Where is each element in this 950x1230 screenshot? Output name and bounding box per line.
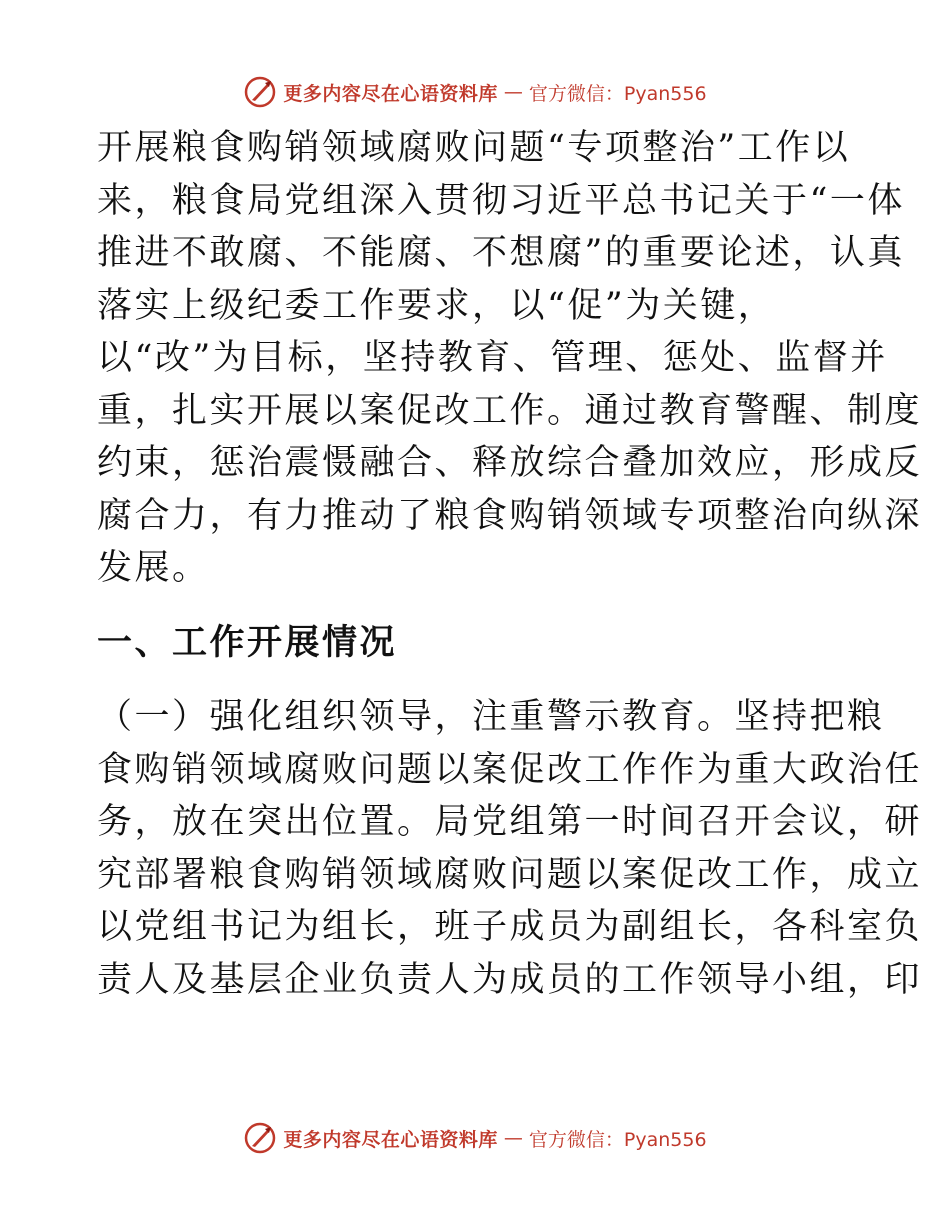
watermark-separator: —: [503, 81, 523, 103]
text-line: （一）强化组织领导，注重警示教育。坚持把粮: [97, 697, 885, 737]
text-line: 落实上级纪委工作要求，以“促”为关键，: [97, 285, 776, 326]
text-line: 来，粮食局党组深入贯彻习近平总书记关于“一体: [97, 180, 905, 221]
text-line: 重，扎实开展以案促改工作。通过教育警醒、制度: [97, 390, 923, 431]
intro-paragraph: [97, 122, 923, 595]
quill-logo-icon: [243, 75, 277, 109]
text-line: 腐合力，有力推动了粮食购销领域专项整治向纵深: [97, 495, 923, 536]
section-paragraph: [97, 691, 923, 1006]
text-line: 务，放在突出位置。局党组第一时间召开会议，研: [97, 802, 923, 842]
document-body: [97, 122, 923, 1006]
text-line: 以“改”为目标，坚持教育、管理、惩处、监督并: [97, 338, 888, 378]
text-line: 责人及基层企业负责人为成员的工作领导小组，印: [97, 959, 923, 1000]
quill-logo-icon: [243, 1121, 277, 1155]
text-line: 发展。: [97, 548, 210, 588]
watermark-site-text: 更多内容尽在心语资料库: [283, 82, 498, 105]
text-line: 以党组书记为组长，班子成员为副组长，各科室负: [97, 907, 923, 947]
text-line: 开展粮食购销领域腐败问题“专项整治”工作以: [97, 128, 851, 168]
watermark-footer: [0, 1118, 950, 1158]
section-heading: [97, 617, 857, 670]
watermark-separator: —: [503, 1127, 523, 1149]
heading-text: 一、工作开展情况: [97, 621, 398, 663]
watermark-site-text: 更多内容尽在心语资料库: [283, 1128, 498, 1151]
text-line: 约束，惩治震慑融合、释放综合叠加效应，形成反: [97, 443, 923, 483]
watermark-header: [0, 72, 950, 112]
text-line: 推进不敢腐、不能腐、不想腐”的重要论述，认真: [97, 233, 905, 273]
watermark-contact: 官方微信：Pyan556: [528, 1128, 707, 1151]
watermark-contact: 官方微信：Pyan556: [528, 82, 707, 105]
text-line: 究部署粮食购销领域腐败问题以案促改工作，成立: [97, 854, 923, 895]
text-line: 食购销领域腐败问题以案促改工作作为重大政治任: [97, 749, 923, 790]
